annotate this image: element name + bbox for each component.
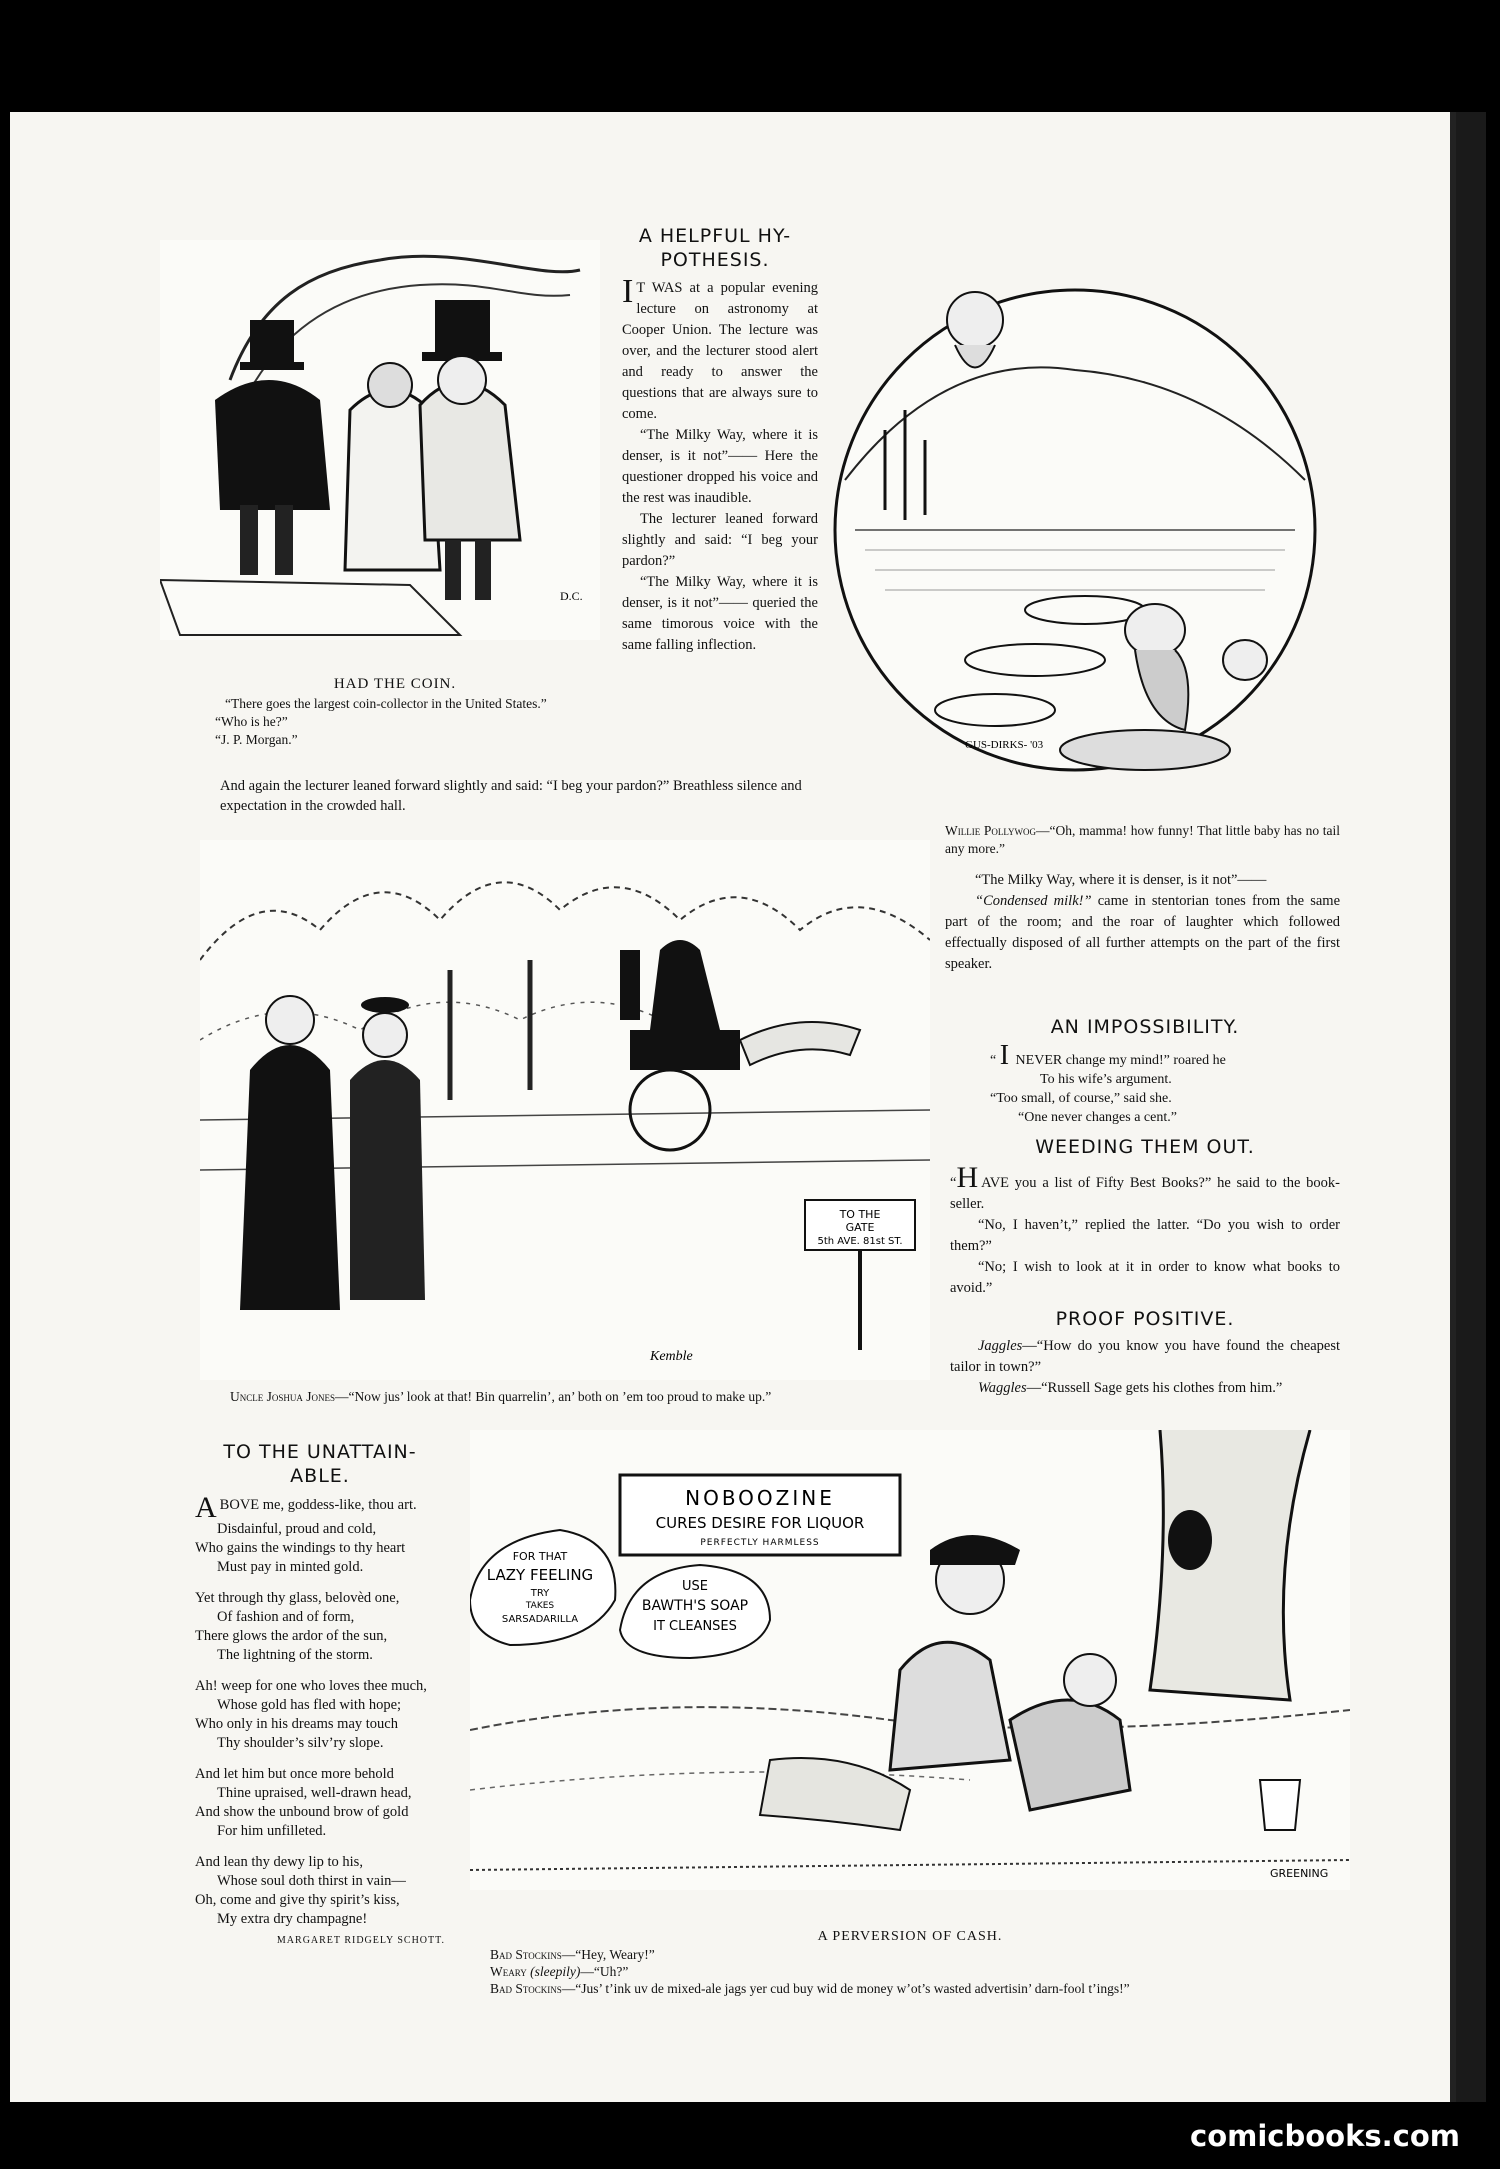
bawths-soap-rock <box>620 1565 770 1658</box>
coin-line-3: “J. P. Morgan.” <box>215 732 298 747</box>
poem-s5-l4: My extra dry champagne! <box>217 1911 368 1927</box>
had-the-coin-title: HAD THE COIN. <box>333 676 457 692</box>
helpful-para-3: The lecturer leaned forward slightly and said: “I beg your pardon?” <box>622 511 818 569</box>
impossibility-title: AN IMPOSSIBILITY. <box>1050 1016 1240 1038</box>
poem-s2-l1: Yet through thy glass, belovèd one, <box>195 1590 400 1606</box>
pollywog-text: —“Oh, mamma! how funny! That little baby has no tail any more.” <box>945 823 1340 856</box>
gate-sign-line-1: TO THE <box>839 1208 881 1221</box>
condensed-milk: “Condensed milk!” <box>975 893 1092 909</box>
cash-artist-signature: GREENING <box>1270 1867 1329 1880</box>
gate-sign <box>805 1200 915 1350</box>
noboozine-line-2: CURES DESIRE FOR LIQUOR <box>655 1514 865 1532</box>
rock1-line-1: FOR THAT <box>512 1550 568 1563</box>
lazy-feeling-rock <box>470 1530 615 1645</box>
noboozine-sign <box>620 1475 900 1555</box>
poem-s5-l2: Whose soul doth thirst in vain— <box>217 1873 406 1889</box>
impossibility-line-3: “Too small, of course,” said she. <box>990 1091 1172 1106</box>
unattainable-title: TO THE UNATTAIN- ABLE. <box>223 1441 417 1487</box>
coin-collector-illustration <box>160 240 600 640</box>
helpful-para-7: came in stentorian tones from the same part of the room; and the roar of laughter which followed effectually disposed of all further attempts on the part of the first speaker. <box>945 893 1341 972</box>
proof-body <box>950 1336 1340 1399</box>
cash-line-2: —“Uh?” <box>580 1964 629 1979</box>
pollywog-artist-signature: GUS-DIRKS- '03 <box>965 739 1044 751</box>
rock2-line-3: IT CLEANSES <box>653 1619 737 1634</box>
cash-speaker-3: Bad Stockins <box>490 1981 562 1996</box>
unattainable-dropcap: A <box>195 1491 217 1524</box>
pollywog-speaker: Willie Pollywog <box>945 823 1037 838</box>
poem-s5-l3: Oh, come and give thy spirit’s kiss, <box>195 1892 400 1908</box>
cash-line-3: —“Jus’ t’ink uv de mixed-ale jags yer cud buy wid de money w’ot’s wasted advertisin’ darn-fool t’ings!” <box>561 1981 1130 1996</box>
poem-s2-l3: There glows the ardor of the sun, <box>195 1628 388 1644</box>
perversion-title: A PERVERSION OF CASH. <box>817 1929 1003 1944</box>
helpful-para-2: “The Milky Way, where it is denser, is it not”—— Here the questioner dropped his voice and the rest was inaudible. <box>622 427 818 506</box>
coin-line-2: “Who is he?” <box>215 714 288 729</box>
rock1-line-4: TAKES <box>525 1601 555 1611</box>
proof-line-1: —“How do you know you have found the cheapest tailor in town?” <box>950 1338 1340 1375</box>
helpful-para-6: “The Milky Way, where it is denser, is it not”—— <box>975 872 1267 888</box>
unattainable-poem <box>195 1491 445 1950</box>
helpful-para-4: “The Milky Way, where it is denser, is it not”—— queried the same timorous voice with the same falling inflection. <box>622 574 818 653</box>
comicbooks-watermark: comicbooks.com <box>1190 2119 1460 2153</box>
coin-line-1: “There goes the largest coin-collector in the United States.” <box>225 696 547 711</box>
gate-sign-line-3: 5th AVE. 81st ST. <box>817 1236 903 1247</box>
weeding-para-3: “No; I wish to look at it in order to know what books to avoid.” <box>950 1259 1340 1296</box>
weeding-para-1: AVE you a list of Fifty Best Books?” he said to the book-seller. <box>950 1175 1340 1212</box>
helpful-para-1: T WAS at a popular evening lecture on astronomy at Cooper Union. The lecture was over, and the lecturer stood alert and ready to answer the questions that are always sure to come. <box>622 280 818 422</box>
cash-stage-direction: (sleepily) <box>526 1964 581 1979</box>
poem-s3-l4: Thy shoulder’s silv’ry slope. <box>217 1735 384 1751</box>
helpful-hypothesis-title: A HELPFUL HY- POTHESIS. <box>638 225 792 271</box>
poem-s1-l2: Disdainful, proud and cold, <box>217 1521 377 1537</box>
tramps-illustration <box>470 1430 1350 1890</box>
poem-s4-l1: And let him but once more behold <box>195 1766 394 1782</box>
pollywog-illustration <box>825 230 1325 790</box>
book-spine <box>1456 112 1486 2102</box>
rock2-line-2: BAWTH'S SOAP <box>641 1598 749 1614</box>
poem-s4-l3: And show the unbound brow of gold <box>195 1804 409 1820</box>
noboozine-title: NOBOOZINE <box>685 1486 835 1510</box>
park-caption <box>210 1388 930 1406</box>
poem-author: MARGARET RIDGELY SCHOTT. <box>276 1935 445 1946</box>
weeding-title: WEEDING THEM OUT. <box>1035 1136 1255 1158</box>
pollywog-caption <box>945 822 1340 858</box>
poem-s3-l3: Who only in his dreams may touch <box>195 1716 398 1732</box>
park-text: —“Now jus’ look at that! Bin quarrelin’, an’ both on ’em too proud to make up.” <box>335 1389 772 1404</box>
cash-speaker-1: Bad Stockins <box>490 1947 562 1962</box>
cash-line-1: —“Hey, Weary!” <box>561 1947 655 1962</box>
helpful-hypothesis-body <box>622 273 818 656</box>
impossibility-dropcap: I <box>999 1040 1010 1071</box>
poem-s5-l1: And lean thy dewy lip to his, <box>195 1854 363 1870</box>
weeding-body: “H AVE you a list of Fifty Best Books?” he said to the book-seller. “No, I haven’t,” replied the latter. “Do you wish to order them?” “No; I wish to look at it in order to know what books to avoid.” <box>950 1164 1340 1299</box>
poem-s1-l4: Must pay in minted gold. <box>217 1559 364 1575</box>
helpful-dropcap: I <box>622 273 634 310</box>
poem-s2-l4: The lightning of the storm. <box>217 1647 373 1663</box>
poem-s2-l2: Of fashion and of form, <box>217 1609 355 1625</box>
poem-s4-l2: Thine upraised, well-drawn head, <box>217 1785 412 1801</box>
proof-title: PROOF POSITIVE. <box>1055 1308 1235 1330</box>
poem-s4-l4: For him unfilleted. <box>217 1823 327 1839</box>
park-speaker: Uncle Joshua Jones <box>230 1389 336 1404</box>
gate-sign-line-2: GATE <box>845 1221 875 1234</box>
impossibility-line-1: NEVER change my mind!” roared he <box>1015 1053 1226 1068</box>
poem-s3-l2: Whose gold has fled with hope; <box>217 1697 402 1713</box>
cash-speaker-2: Weary <box>490 1964 527 1979</box>
cash-dialogue <box>490 1946 1370 1997</box>
coin-artist-signature: D.C. <box>560 589 583 603</box>
weeding-dropcap: H <box>956 1161 979 1194</box>
proof-line-2: —“Russell Sage gets his clothes from him.” <box>1026 1380 1283 1396</box>
rock2-line-1: USE <box>682 1579 708 1594</box>
impossibility-line-2: To his wife’s argument. <box>1040 1072 1172 1087</box>
impossibility-poem: “ I NEVER change my mind!” roared he To his wife’s argument. “Too small, of course,” said she. “One never changes a cent.” <box>990 1044 1330 1127</box>
poem-s1-l1: BOVE me, goddess-like, thou art. <box>219 1497 417 1513</box>
rock1-line-2: LAZY FEELING <box>486 1566 594 1584</box>
helpful-para-5: And again the lecturer leaned forward slightly and said: “I beg your pardon?” Breathless silence and expectation in the crowded hall. <box>220 778 802 814</box>
rock1-line-5: SARSADARILLA <box>501 1614 579 1625</box>
rock1-line-3: TRY <box>530 1588 550 1599</box>
waggles: Waggles <box>978 1380 1027 1396</box>
poem-s1-l3: Who gains the windings to thy heart <box>195 1540 406 1556</box>
noboozine-line-3: PERFECTLY HARMLESS <box>700 1538 820 1548</box>
jaggles: Jaggles <box>978 1338 1023 1354</box>
poem-s3-l1: Ah! weep for one who loves thee much, <box>195 1678 427 1694</box>
park-artist-signature: Kemble <box>650 1349 693 1364</box>
impossibility-line-4: “One never changes a cent.” <box>1018 1110 1177 1125</box>
park-couple-illustration <box>200 840 930 1380</box>
helpful-continued <box>945 870 1340 975</box>
weeding-para-2: “No, I haven’t,” replied the latter. “Do you wish to order them?” <box>950 1217 1340 1254</box>
